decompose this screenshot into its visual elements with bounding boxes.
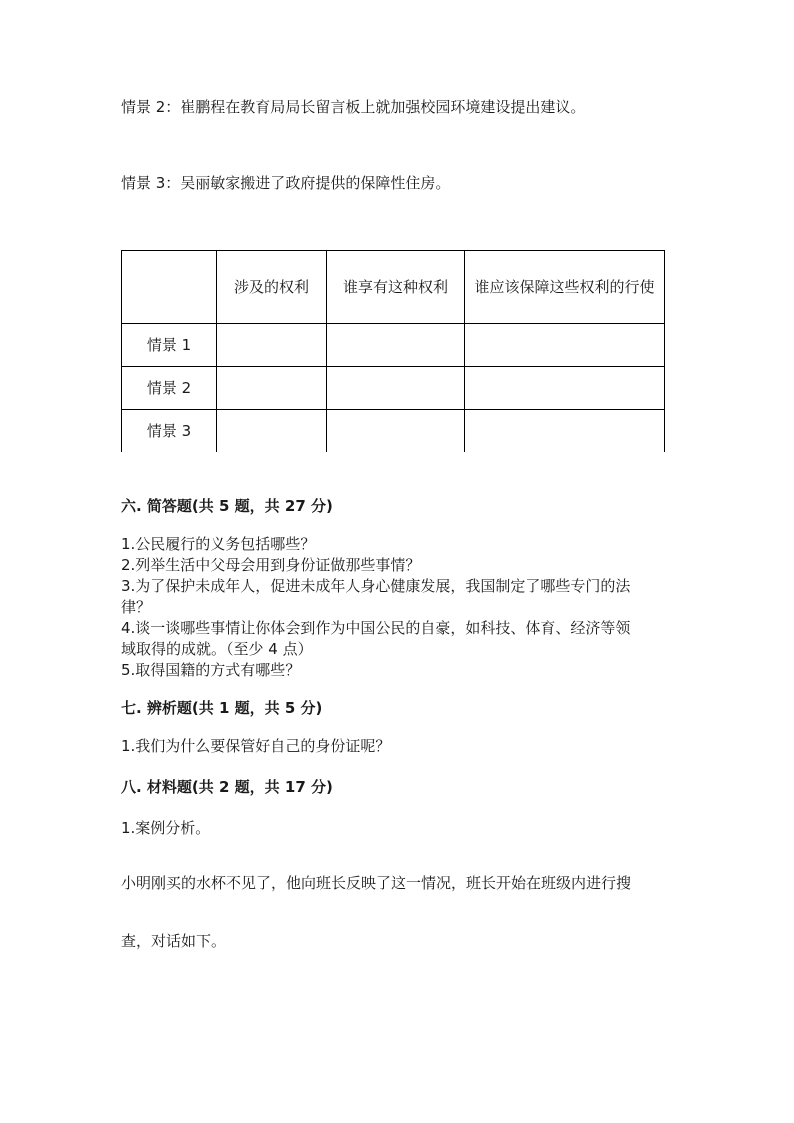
- section-6-question-4-line-1: 4.谈一谈哪些事情让你体会到作为中国公民的自豪，如科技、体育、经济等领: [121, 619, 631, 637]
- section-8-paragraph-line-2: 查，对话如下。: [121, 932, 227, 950]
- table-cell[interactable]: [465, 324, 665, 367]
- section-8-title: 八. 材料题(共 2 题，共 17 分): [121, 778, 333, 796]
- table-cell[interactable]: [465, 367, 665, 410]
- table-cell[interactable]: [327, 367, 465, 410]
- table-row-label: 情景 1: [122, 324, 217, 367]
- table-row: [122, 367, 665, 410]
- table-header-cell: 涉及的权利: [217, 251, 327, 324]
- section-6-title: 六. 简答题(共 5 题，共 27 分): [121, 497, 333, 515]
- section-7-question-1: 1.我们为什么要保管好自己的身份证呢？: [121, 737, 391, 755]
- table-header-cell: 谁应该保障这些权利的行使: [465, 251, 665, 324]
- table-header-cell: [122, 251, 217, 324]
- table-cell[interactable]: [327, 324, 465, 367]
- scenario-3-text: 情景 3：吴丽敏家搬进了政府提供的保障性住房。: [121, 174, 451, 192]
- table-cell[interactable]: [327, 410, 465, 453]
- section-6-question-5: 5.取得国籍的方式有哪些？: [121, 661, 301, 679]
- table-row: [122, 324, 665, 367]
- table-cell[interactable]: [217, 367, 327, 410]
- section-7-title: 七. 辨析题(共 1 题，共 5 分): [121, 699, 323, 717]
- section-8-question-1: 1.案例分析。: [121, 819, 211, 837]
- table-cell[interactable]: [217, 410, 327, 453]
- table-header-row: [122, 251, 665, 324]
- table-row-label: 情景 3: [122, 410, 217, 453]
- scenario-2-text: 情景 2：崔鹏程在教育局局长留言板上就加强校园环境建设提出建议。: [121, 98, 586, 116]
- table-row-label: 情景 2: [122, 367, 217, 410]
- section-8-paragraph-line-1: 小明刚买的水杯不见了，他向班长反映了这一情况，班长开始在班级内进行搜: [121, 874, 632, 892]
- rights-table: [121, 250, 665, 452]
- table-header-cell: 谁享有这种权利: [327, 251, 465, 324]
- section-6-question-3-line-1: 3.为了保护未成年人，促进未成年人身心健康发展，我国制定了哪些专门的法: [121, 577, 631, 595]
- table-cell[interactable]: [465, 410, 665, 453]
- table-cell[interactable]: [217, 324, 327, 367]
- section-6-question-1: 1.公民履行的义务包括哪些？: [121, 535, 316, 553]
- section-6-question-4-line-2: 域取得的成就。（至少 4 点）: [121, 640, 313, 658]
- section-6-question-2: 2.列举生活中父母会用到身份证做那些事情？: [121, 556, 421, 574]
- table-row: [122, 410, 665, 453]
- section-6-question-3-line-2: 律？: [121, 598, 152, 616]
